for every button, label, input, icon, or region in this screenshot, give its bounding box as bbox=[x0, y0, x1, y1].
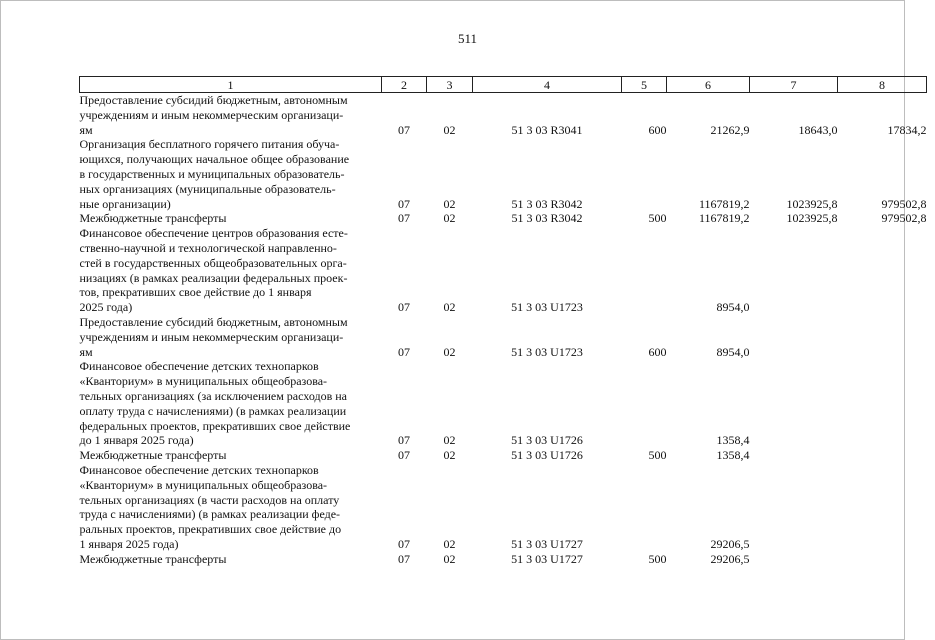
amount-year-1: 29206,5 bbox=[710, 536, 750, 551]
target-article-code: 51 3 03 U1726 bbox=[511, 448, 583, 463]
table-row bbox=[80, 552, 927, 567]
column-header: 3 bbox=[427, 77, 473, 93]
table-row bbox=[80, 463, 927, 552]
description-line: Межбюджетные трансферты bbox=[79, 211, 227, 226]
description-line: ных организациях (муниципальные образователь- bbox=[79, 181, 336, 196]
subsection-code: 02 bbox=[443, 551, 456, 566]
amount-year-2: 1023925,8 bbox=[786, 196, 838, 211]
row-description bbox=[80, 226, 382, 315]
description-line: ральных проектов, прекративших свое действие до bbox=[79, 522, 342, 537]
section-code: 07 bbox=[398, 536, 410, 551]
target-article-code: 51 3 03 R3042 bbox=[511, 211, 583, 226]
amount-year-1: 21262,9 bbox=[710, 122, 750, 137]
description-line: ям bbox=[79, 122, 93, 137]
table-row bbox=[80, 226, 927, 315]
amount-year-2 bbox=[750, 448, 838, 463]
expense-type-code: 500 bbox=[648, 551, 667, 566]
description-line: Предоставление субсидий бюджетным, автономным bbox=[79, 93, 348, 107]
subsection-code: 02 bbox=[443, 344, 456, 359]
section-code: 07 bbox=[398, 196, 410, 211]
amount-year-1: 1358,4 bbox=[716, 433, 750, 448]
amount-year-2 bbox=[750, 315, 838, 359]
description-line: Межбюджетные трансферты bbox=[79, 551, 227, 566]
target-article-code: 51 3 03 U1726 bbox=[511, 433, 583, 448]
subsection-code: 02 bbox=[443, 196, 456, 211]
description-line: Организация бесплатного горячего питания обуча- bbox=[79, 137, 340, 152]
description-line: 2025 года) bbox=[79, 300, 133, 315]
description-line: стей в государственных общеобразовательных орга- bbox=[79, 255, 347, 270]
description-line: Предоставление субсидий бюджетным, автономным bbox=[79, 314, 348, 329]
amount-year-3 bbox=[838, 359, 927, 448]
section-code: 07 bbox=[398, 211, 410, 226]
table-row bbox=[80, 359, 927, 448]
column-header: 1 bbox=[80, 77, 382, 93]
target-article-code: 51 3 03 U1723 bbox=[511, 300, 583, 315]
column-header: 6 bbox=[667, 77, 750, 93]
amount-year-1: 8954,0 bbox=[716, 300, 750, 315]
description-line: «Кванториум» в муниципальных общеобразова- bbox=[79, 477, 328, 492]
description-line: оплату труда с начислениями) (в рамках реализации bbox=[79, 403, 347, 418]
description-line: Финансовое обеспечение центров образования есте- bbox=[79, 226, 348, 241]
target-article-code: 51 3 03 R3041 bbox=[511, 122, 583, 137]
table-row bbox=[80, 137, 927, 211]
amount-year-3 bbox=[838, 315, 927, 359]
expense-type-code: 500 bbox=[648, 448, 667, 463]
expense-type-code: 600 bbox=[648, 344, 667, 359]
description-line: федеральных проектов, прекративших свое действие bbox=[79, 418, 351, 433]
section-code: 07 bbox=[398, 344, 410, 359]
description-line: «Кванториум» в муниципальных общеобразова- bbox=[79, 374, 328, 389]
amount-year-2 bbox=[750, 463, 838, 552]
description-line: ющихся, получающих начальное общее образование bbox=[79, 152, 350, 167]
amount-year-3: 979502,8 bbox=[881, 196, 927, 211]
description-line: Финансовое обеспечение детских технопарков bbox=[79, 462, 319, 477]
table-row bbox=[80, 315, 927, 359]
column-header: 5 bbox=[622, 77, 667, 93]
target-article-code: 51 3 03 U1723 bbox=[511, 344, 583, 359]
row-description bbox=[80, 463, 382, 552]
amount-year-3 bbox=[838, 226, 927, 315]
column-header: 4 bbox=[473, 77, 622, 93]
section-code: 07 bbox=[398, 448, 410, 463]
description-line: до 1 января 2025 года) bbox=[79, 433, 194, 448]
column-header: 7 bbox=[750, 77, 838, 93]
column-header: 2 bbox=[382, 77, 427, 93]
description-line: тельных организациях (за исключением расходов на bbox=[79, 388, 348, 403]
target-article-code: 51 3 03 U1727 bbox=[511, 551, 583, 566]
subsection-code: 02 bbox=[443, 211, 456, 226]
table-row bbox=[80, 93, 927, 138]
subsection-code: 02 bbox=[443, 448, 456, 463]
row-description bbox=[80, 93, 382, 138]
amount-year-3: 17834,2 bbox=[887, 122, 927, 137]
description-line: труда с начислениями) (в рамках реализации феде- bbox=[79, 507, 341, 522]
amount-year-2: 1023925,8 bbox=[786, 211, 838, 226]
amount-year-2 bbox=[750, 226, 838, 315]
section-code: 07 bbox=[398, 300, 410, 315]
subsection-code: 02 bbox=[443, 536, 456, 551]
description-line: ственно-научной и технологической направленно- bbox=[79, 240, 337, 255]
description-line: тов, прекративших свое действие до 1 января bbox=[79, 285, 312, 300]
amount-year-2 bbox=[750, 552, 838, 567]
header-row bbox=[80, 77, 927, 93]
amount-year-1: 1167819,2 bbox=[698, 211, 750, 226]
row-description bbox=[80, 359, 382, 448]
subsection-code: 02 bbox=[443, 122, 456, 137]
description-line: Финансовое обеспечение детских технопарков bbox=[79, 359, 319, 374]
amount-year-1: 29206,5 bbox=[710, 551, 750, 566]
description-line: учреждениям и иным некоммерческим организаци- bbox=[79, 107, 344, 122]
amount-year-2 bbox=[750, 359, 838, 448]
subsection-code: 02 bbox=[443, 433, 456, 448]
amount-year-3: 979502,8 bbox=[881, 211, 927, 226]
description-line: ям bbox=[79, 344, 93, 359]
amount-year-1: 1167819,2 bbox=[698, 196, 750, 211]
target-article-code: 51 3 03 U1727 bbox=[511, 536, 583, 551]
section-code: 07 bbox=[398, 433, 410, 448]
row-description bbox=[80, 315, 382, 359]
amount-year-1: 1358,4 bbox=[716, 448, 750, 463]
row-description bbox=[80, 552, 382, 567]
amount-year-2: 18643,0 bbox=[798, 122, 838, 137]
description-line: ные организации) bbox=[79, 196, 171, 211]
subsection-code: 02 bbox=[443, 300, 456, 315]
target-article-code: 51 3 03 R3042 bbox=[511, 196, 583, 211]
table-row bbox=[80, 211, 927, 226]
budget-table bbox=[79, 76, 927, 567]
section-code: 07 bbox=[398, 551, 410, 566]
table-row bbox=[80, 448, 927, 463]
expense-type-code bbox=[622, 359, 667, 448]
expense-type-code: 500 bbox=[648, 211, 667, 226]
amount-year-1: 8954,0 bbox=[716, 344, 750, 359]
row-description bbox=[80, 448, 382, 463]
description-line: тельных организациях (в части расходов на оплату bbox=[79, 492, 340, 507]
description-line: в государственных и муниципальных образователь- bbox=[79, 166, 345, 181]
row-description bbox=[80, 211, 382, 226]
description-line: 1 января 2025 года) bbox=[79, 536, 179, 551]
expense-type-code bbox=[622, 137, 667, 211]
row-description bbox=[80, 137, 382, 211]
expense-type-code: 600 bbox=[648, 122, 667, 137]
amount-year-3 bbox=[838, 552, 927, 567]
description-line: Межбюджетные трансферты bbox=[79, 448, 227, 463]
expense-type-code bbox=[622, 463, 667, 552]
description-line: низациях (в рамках реализации федеральных проек- bbox=[79, 270, 348, 285]
amount-year-3 bbox=[838, 463, 927, 552]
section-code: 07 bbox=[398, 122, 410, 137]
page-number: 511 bbox=[457, 31, 478, 46]
expense-type-code bbox=[622, 226, 667, 315]
description-line: учреждениям и иным некоммерческим организаци- bbox=[79, 329, 344, 344]
column-header: 8 bbox=[838, 77, 927, 93]
amount-year-3 bbox=[838, 448, 927, 463]
